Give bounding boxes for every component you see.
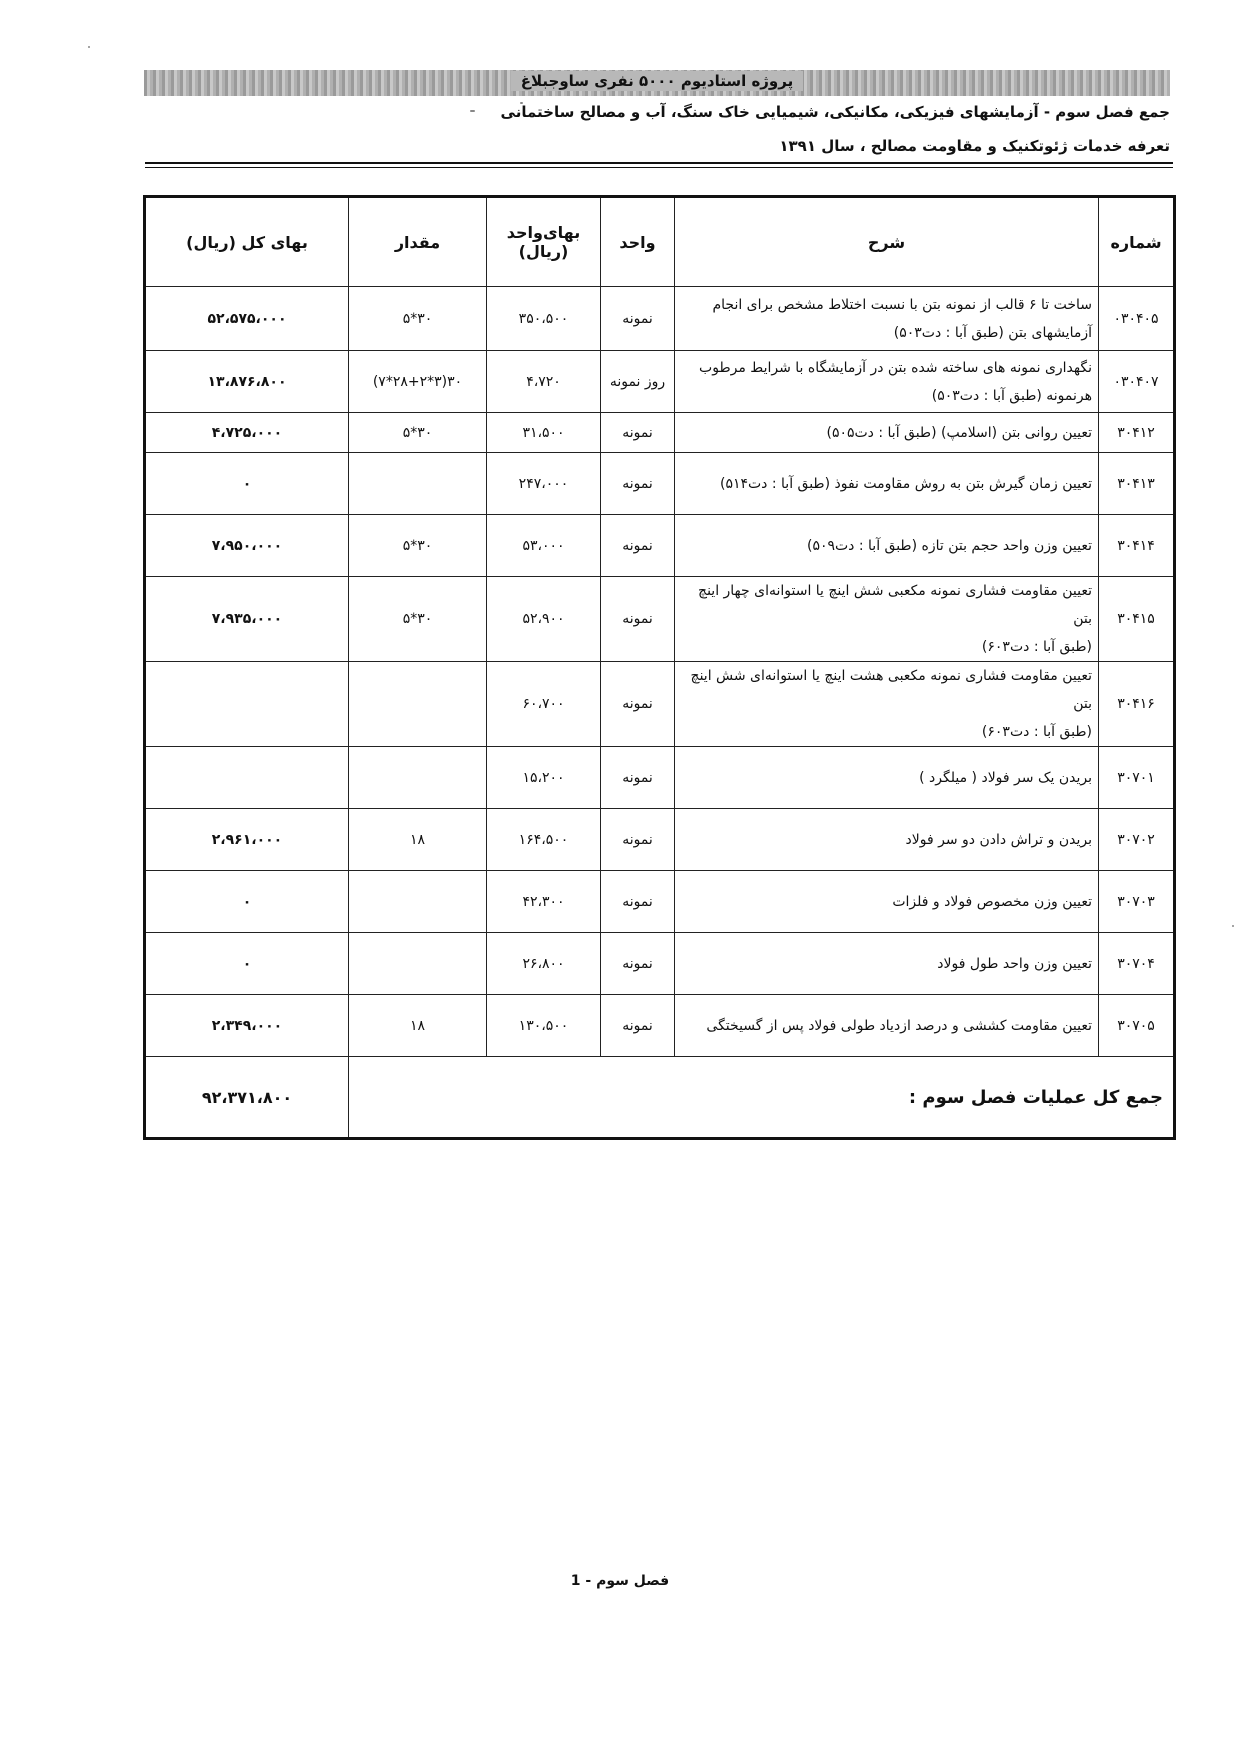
col-description-header: شرح	[675, 197, 1099, 287]
row-unit: نمونه	[601, 662, 675, 747]
unit-price-header-line1: بهای‌واحد	[506, 223, 581, 242]
row-number: ۳۰۴۱۵	[1099, 577, 1175, 662]
row-number: ۳۰۷۰۱	[1099, 747, 1175, 809]
row-quantity	[349, 453, 487, 515]
row-unit: نمونه	[601, 871, 675, 933]
row-number: ۳۰۴۱۳	[1099, 453, 1175, 515]
col-number-header: شماره	[1099, 197, 1175, 287]
row-total: ۱۳،۸۷۶،۸۰۰	[145, 351, 349, 413]
header-divider	[145, 162, 1173, 164]
col-quantity-header: مقدار	[349, 197, 487, 287]
row-description-line: ساخت تا ۶ قالب از نمونه بتن با نسبت اختلاط مشخص برای انجام	[712, 296, 1092, 313]
row-total: ۲،۳۴۹،۰۰۰	[145, 995, 349, 1057]
row-description-line: تعیین زمان گیرش بتن به روش مقاومت نفوذ (طبق آبا : دت۵۱۴)	[719, 475, 1092, 492]
row-total	[145, 662, 349, 747]
table-row	[145, 351, 1175, 413]
table-header-row	[145, 197, 1175, 287]
row-description-line: تعیین وزن واحد حجم بتن تازه (طبق آبا : دت۵۰۹)	[806, 537, 1092, 554]
col-unit-price-header	[487, 197, 601, 287]
row-unit: نمونه	[601, 515, 675, 577]
row-description-line: نگهداری نمونه های ساخته شده بتن در آزمایشگاه با شرایط مرطوب	[699, 359, 1092, 376]
row-quantity: ۳۰*۵	[349, 577, 487, 662]
row-total: ۰	[145, 453, 349, 515]
header-divider-thin	[145, 167, 1173, 168]
row-description	[675, 453, 1099, 515]
project-banner	[144, 70, 1170, 96]
row-unit-price: ۱۵،۲۰۰	[487, 747, 601, 809]
row-number: ۳۰۷۰۲	[1099, 809, 1175, 871]
row-description	[675, 747, 1099, 809]
row-number: ۳۰۴۱۴	[1099, 515, 1175, 577]
table-row	[145, 577, 1175, 662]
row-description	[675, 995, 1099, 1057]
row-description	[675, 933, 1099, 995]
row-number: ۳۰۷۰۴	[1099, 933, 1175, 995]
cost-table	[143, 195, 1176, 1140]
row-total: ۷،۹۳۵،۰۰۰	[145, 577, 349, 662]
row-description	[675, 871, 1099, 933]
row-unit: نمونه	[601, 933, 675, 995]
row-description-line: آزمایشهای بتن (طبق آبا : دت۵۰۳)	[893, 324, 1092, 341]
summary-value: ۹۲،۳۷۱،۸۰۰	[145, 1057, 349, 1139]
row-description-line: بریدن یک سر فولاد ( میلگرد )	[919, 769, 1092, 786]
row-unit-price: ۵۲،۹۰۰	[487, 577, 601, 662]
row-total: ۵۲،۵۷۵،۰۰۰	[145, 287, 349, 351]
row-unit: نمونه	[601, 413, 675, 453]
row-unit: نمونه	[601, 809, 675, 871]
row-description-line: بریدن و تراش دادن دو سر فولاد	[905, 831, 1092, 848]
row-unit: نمونه	[601, 995, 675, 1057]
table-row	[145, 287, 1175, 351]
row-total: ۴،۷۲۵،۰۰۰	[145, 413, 349, 453]
row-description-line: تعیین وزن مخصوص فولاد و فلزات	[892, 893, 1092, 910]
row-total: ۰	[145, 871, 349, 933]
row-description-line: تعیین روانی بتن (اسلامپ) (طبق آبا : دت۵۰۵)	[826, 424, 1092, 441]
row-unit-price: ۴،۷۲۰	[487, 351, 601, 413]
row-description-line: تعیین مقاومت کششی و درصد ازدیاد طولی فولاد پس از گسیختگی	[706, 1017, 1092, 1034]
row-description	[675, 515, 1099, 577]
summary-row	[145, 1057, 1175, 1139]
row-unit-price: ۳۵۰،۵۰۰	[487, 287, 601, 351]
table-row	[145, 662, 1175, 747]
row-description	[675, 577, 1099, 662]
row-description-line: تعیین مقاومت فشاری نمونه مکعبی شش اینچ یا استوانه‌ای چهار اینچ بتن	[698, 583, 1092, 627]
section-title: جمع فصل سوم - آزمایشهای فیزیکی، مکانیکی، شیمیایی خاک سنگ، آب و مصالح ساختمانی	[500, 103, 1170, 121]
row-number: ۳۰۷۰۳	[1099, 871, 1175, 933]
row-number: ۰۳۰۴۰۷	[1099, 351, 1175, 413]
table-row	[145, 871, 1175, 933]
row-quantity	[349, 933, 487, 995]
row-description	[675, 287, 1099, 351]
row-description-line: هرنمونه (طبق آبا : دت۵۰۳)	[931, 387, 1092, 404]
row-number: ۳۰۴۱۲	[1099, 413, 1175, 453]
col-unit-header: واحد	[601, 197, 675, 287]
row-unit-price: ۲۶،۸۰۰	[487, 933, 601, 995]
row-description	[675, 351, 1099, 413]
summary-label: جمع کل عملیات فصل سوم :	[349, 1057, 1175, 1139]
row-unit-price: ۱۶۴،۵۰۰	[487, 809, 601, 871]
row-quantity	[349, 871, 487, 933]
row-description-line: (طبق آبا : دت۶۰۳)	[981, 639, 1092, 655]
row-unit-price: ۵۳،۰۰۰	[487, 515, 601, 577]
row-description	[675, 413, 1099, 453]
row-number: ۰۳۰۴۰۵	[1099, 287, 1175, 351]
col-total-header: بهای کل (ریال)	[145, 197, 349, 287]
row-unit: نمونه	[601, 287, 675, 351]
row-quantity: ۳۰*۵	[349, 413, 487, 453]
row-total: ۷،۹۵۰،۰۰۰	[145, 515, 349, 577]
unit-price-header-line2: (ریال)	[518, 242, 569, 261]
row-total	[145, 747, 349, 809]
table-row	[145, 747, 1175, 809]
tariff-title: تعرفه خدمات ژئوتکنیک و مقاومت مصالح ، سال ۱۳۹۱	[779, 137, 1170, 155]
row-quantity	[349, 662, 487, 747]
row-total: ۰	[145, 933, 349, 995]
table-row	[145, 453, 1175, 515]
row-unit: نمونه	[601, 577, 675, 662]
row-unit: نمونه	[601, 453, 675, 515]
row-unit-price: ۱۳۰،۵۰۰	[487, 995, 601, 1057]
row-unit-price: ۲۴۷،۰۰۰	[487, 453, 601, 515]
row-description	[675, 662, 1099, 747]
row-description-line: تعیین مقاومت فشاری نمونه مکعبی هشت اینچ یا استوانه‌ای شش اینچ بتن	[690, 668, 1092, 712]
row-unit-price: ۶۰،۷۰۰	[487, 662, 601, 747]
table-row	[145, 809, 1175, 871]
row-total: ۲،۹۶۱،۰۰۰	[145, 809, 349, 871]
row-number: ۳۰۷۰۵	[1099, 995, 1175, 1057]
page-footer: فصل سوم - 1	[570, 1573, 670, 1589]
row-unit: روز نمونه	[601, 351, 675, 413]
table-row	[145, 933, 1175, 995]
row-description-line: تعیین وزن واحد طول فولاد	[937, 955, 1092, 972]
row-description	[675, 809, 1099, 871]
row-quantity: ۱۸	[349, 995, 487, 1057]
project-title: پروژه استادیوم ۵۰۰۰ نفری ساوجبلاغ	[511, 71, 803, 91]
row-number: ۳۰۴۱۶	[1099, 662, 1175, 747]
row-quantity: ۳۰(۳*۲۸+۲*۷)	[349, 351, 487, 413]
row-unit-price: ۴۲،۳۰۰	[487, 871, 601, 933]
row-description-line: (طبق آبا : دت۶۰۳)	[981, 724, 1092, 740]
row-quantity: ۱۸	[349, 809, 487, 871]
table-row	[145, 515, 1175, 577]
row-unit-price: ۳۱،۵۰۰	[487, 413, 601, 453]
row-quantity: ۳۰*۵	[349, 515, 487, 577]
row-unit: نمونه	[601, 747, 675, 809]
table-row	[145, 413, 1175, 453]
row-quantity: ۳۰*۵	[349, 287, 487, 351]
row-quantity	[349, 747, 487, 809]
table-row	[145, 995, 1175, 1057]
